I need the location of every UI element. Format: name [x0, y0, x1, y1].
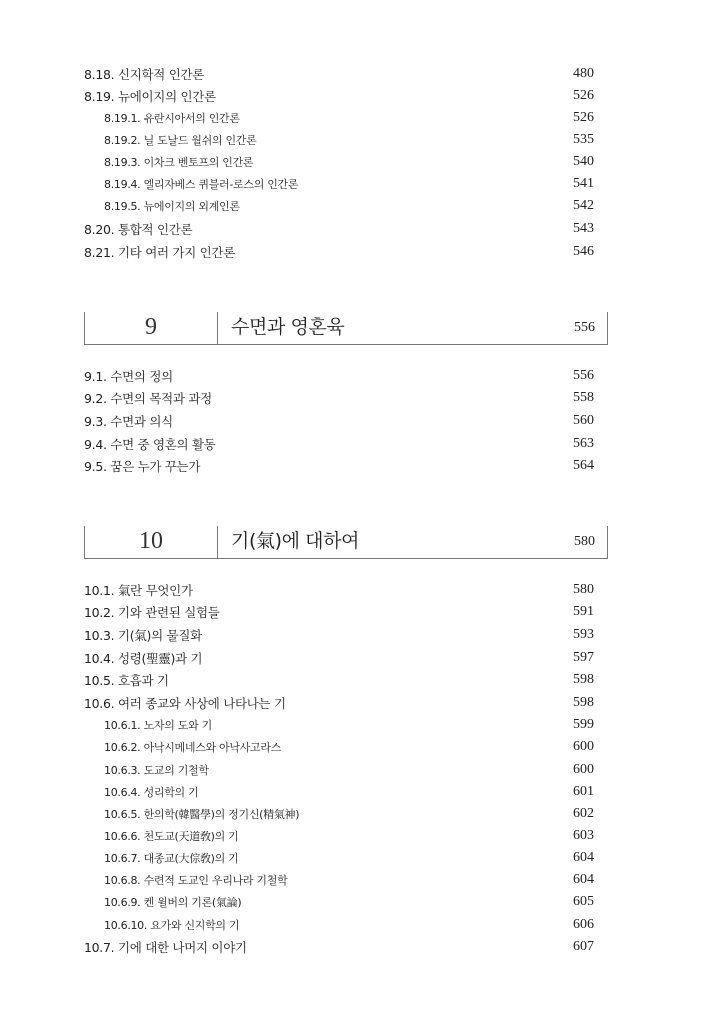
toc-entry	[84, 693, 594, 713]
toc-entry	[84, 366, 594, 386]
toc-entry-page: 599	[573, 717, 594, 732]
toc-subentry	[104, 915, 594, 935]
toc-entry-label: 10.6.1. 노자의 도와 기	[104, 719, 212, 732]
toc-subentry	[104, 892, 594, 912]
toc-entry-label: 8.19.1. 유란시아서의 인간론	[104, 112, 240, 125]
toc-entry-page: 605	[573, 894, 594, 909]
toc-entry-label: 10.6.7. 대종교(大倧敎)의 기	[104, 852, 239, 865]
toc-entry	[84, 456, 594, 476]
chapter-title: 수면과 영혼육	[231, 316, 345, 338]
chapter-number: 9	[145, 314, 157, 340]
toc-entry-page: 601	[573, 784, 594, 799]
toc-entry-label: 9.2. 수면의 목적과 과정	[84, 391, 212, 406]
toc-subentry	[104, 826, 594, 846]
toc-entry-page: 564	[573, 458, 594, 473]
toc-entry-page: 598	[573, 695, 594, 710]
toc-entry-label: 8.19.5. 뉴에이지의 외계인론	[104, 200, 240, 213]
toc-entry-label: 9.1. 수면의 정의	[84, 369, 173, 384]
toc-entry	[84, 625, 594, 645]
toc-entry-label: 8.19.3. 이차크 벤토프의 인간론	[104, 156, 254, 169]
toc-entry-page: 603	[573, 828, 594, 843]
toc-entry	[84, 602, 594, 622]
toc-entry-label: 8.19.2. 닐 도날드 월쉬의 인간론	[104, 134, 257, 147]
toc-entry	[84, 434, 594, 454]
toc-entry-page: 558	[573, 390, 594, 405]
toc-entry-label: 10.6.6. 천도교(天道敎)의 기	[104, 830, 239, 843]
toc-entry-page: 540	[573, 154, 594, 169]
toc-entry	[84, 388, 594, 408]
toc-subentry	[104, 737, 594, 757]
toc-subentry	[104, 848, 594, 868]
toc-subentry	[104, 715, 594, 735]
toc-entry-page: 600	[573, 762, 594, 777]
toc-entry-page: 542	[573, 198, 594, 213]
toc-entry-page: 602	[573, 806, 594, 821]
toc-entry-page: 535	[573, 132, 594, 147]
toc-entry-label: 10.6.3. 도교의 기철학	[104, 764, 209, 777]
toc-entry-label: 10.6. 여러 종교와 사상에 나타나는 기	[84, 696, 286, 711]
toc-subentry	[104, 174, 594, 194]
toc-entry-page: 604	[573, 872, 594, 887]
toc-subentry	[104, 760, 594, 780]
toc-entry-label: 8.20. 통합적 인간론	[84, 222, 193, 237]
toc-entry-page: 543	[573, 221, 594, 236]
toc-entry	[84, 937, 594, 957]
toc-entry-page: 606	[573, 917, 594, 932]
toc-entry-page: 541	[573, 176, 594, 191]
chapter-divider	[217, 312, 218, 344]
toc-subentry	[104, 196, 594, 216]
toc-entry-label: 10.3. 기(氣)의 물질화	[84, 628, 202, 643]
toc-entry-label: 10.7. 기에 대한 나머지 이야기	[84, 940, 247, 955]
chapter-divider	[217, 526, 218, 558]
toc-subentry	[104, 130, 594, 150]
chapter-number: 10	[139, 528, 163, 554]
toc-entry-page: 580	[573, 582, 594, 597]
chapter-page: 556	[574, 320, 595, 335]
toc-entry-label: 8.21. 기타 여러 가지 인간론	[84, 245, 235, 260]
toc-entry-page: 593	[573, 627, 594, 642]
toc-entry-page: 598	[573, 672, 594, 687]
toc-entry-label: 10.2. 기와 관련된 실험들	[84, 605, 220, 620]
toc-entry-label: 10.6.8. 수련적 도교인 우리나라 기철학	[104, 874, 288, 887]
toc-entry-label: 10.6.5. 한의학(韓醫學)의 정기신(精氣神)	[104, 808, 300, 821]
toc-entry	[84, 64, 594, 84]
toc-entry-label: 10.6.9. 켄 윌버의 기론(氣論)	[104, 896, 242, 909]
toc-entry-label: 10.1. 氣란 무엇인가	[84, 583, 193, 598]
toc-entry-page: 546	[573, 244, 594, 259]
toc-entry-label: 10.6.2. 아낙시메네스와 아낙사고라스	[104, 741, 282, 754]
toc-entry-page: 600	[573, 739, 594, 754]
chapter-header-10	[84, 526, 608, 559]
chapter-title: 기(氣)에 대하여	[231, 530, 360, 552]
toc-entry-page: 604	[573, 850, 594, 865]
toc-entry-label: 9.3. 수면과 의식	[84, 414, 173, 429]
toc-entry-label: 8.19. 뉴에이지의 인간론	[84, 89, 216, 104]
toc-entry-page: 556	[573, 368, 594, 383]
toc-entry-label: 9.5. 꿈은 누가 꾸는가	[84, 459, 201, 474]
toc-entry	[84, 648, 594, 668]
chapter-header-9	[84, 312, 608, 345]
toc-entry	[84, 580, 594, 600]
toc-entry-page: 526	[573, 88, 594, 103]
toc-entry-label: 9.4. 수면 중 영혼의 활동	[84, 437, 216, 452]
toc-entry	[84, 670, 594, 690]
toc-subentry	[104, 804, 594, 824]
toc-entry-page: 560	[573, 413, 594, 428]
toc-entry-label: 10.6.4. 성리학의 기	[104, 786, 199, 799]
toc-entry-page: 591	[573, 604, 594, 619]
toc-subentry	[104, 152, 594, 172]
toc-entry	[84, 411, 594, 431]
toc-entry-label: 8.18. 신지학적 인간론	[84, 67, 205, 82]
toc-entry-label: 8.19.4. 엘리자베스 퀴블러-로스의 인간론	[104, 178, 299, 191]
toc-entry	[84, 219, 594, 239]
toc-entry-page: 607	[573, 939, 594, 954]
toc-entry	[84, 86, 594, 106]
toc-subentry	[104, 782, 594, 802]
toc-entry-label: 10.6.10. 요가와 신지학의 기	[104, 919, 240, 932]
toc-entry	[84, 242, 594, 262]
toc-entry-label: 10.5. 호흡과 기	[84, 673, 169, 688]
chapter-page: 580	[574, 534, 595, 549]
toc-entry-page: 526	[573, 110, 594, 125]
toc-entry-page: 480	[573, 66, 594, 81]
toc-subentry	[104, 108, 594, 128]
toc-entry-page: 563	[573, 436, 594, 451]
toc-subentry	[104, 870, 594, 890]
toc-entry-label: 10.4. 성령(聖靈)과 기	[84, 651, 203, 666]
toc-entry-page: 597	[573, 650, 594, 665]
